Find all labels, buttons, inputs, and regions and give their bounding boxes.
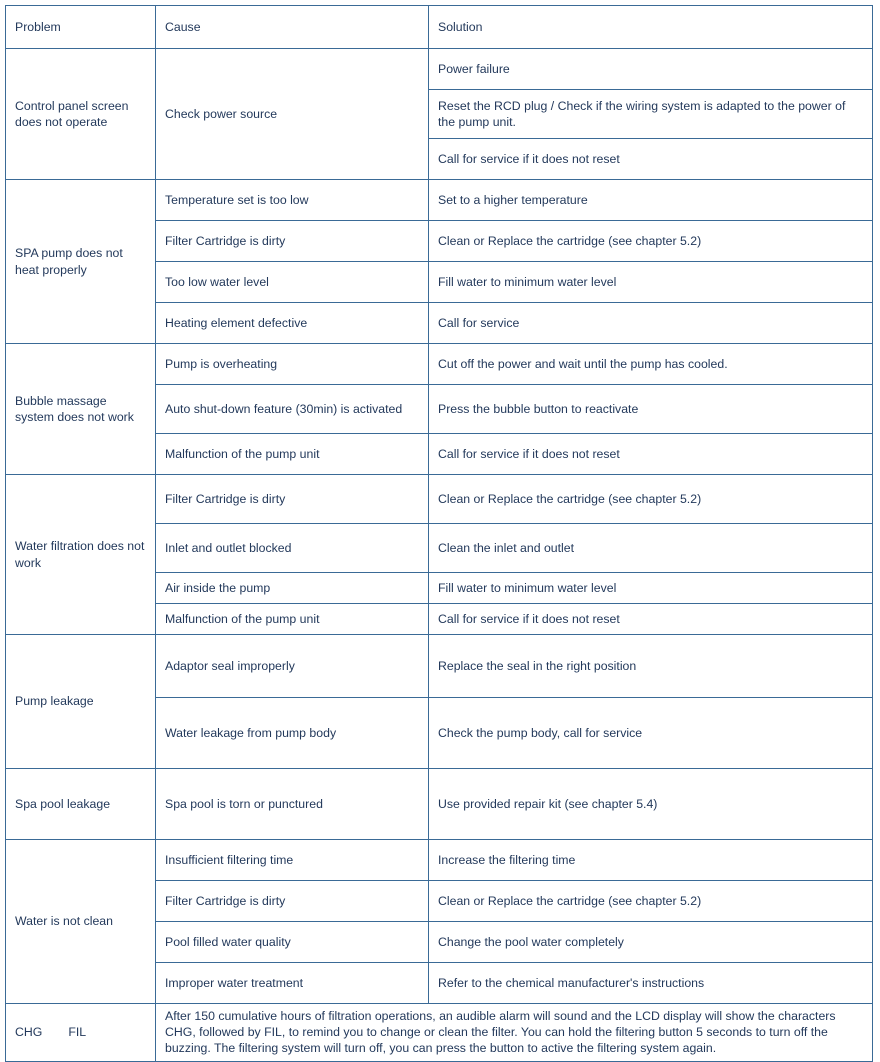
cause-cell: Malfunction of the pump unit xyxy=(156,604,429,635)
solution-cell: Call for service if it does not reset xyxy=(429,139,873,180)
cause-cell: Too low water level xyxy=(156,262,429,303)
solution-cell: Call for service xyxy=(429,303,873,344)
solution-cell: Press the bubble button to reactivate xyxy=(429,385,873,434)
cause-cell: Pool filled water quality xyxy=(156,922,429,963)
problem-cell-bubble-massage: Bubble massage system does not work xyxy=(6,344,156,475)
cause-cell: Water leakage from pump body xyxy=(156,698,429,769)
cause-cell: Air inside the pump xyxy=(156,573,429,604)
table-row xyxy=(6,475,873,524)
problem-cell-pump-leakage: Pump leakage xyxy=(6,635,156,769)
solution-cell: Clean or Replace the cartridge (see chapter 5.2) xyxy=(429,881,873,922)
problem-cell-control-panel: Control panel screen does not operate xyxy=(6,49,156,180)
column-header-problem: Problem xyxy=(6,6,156,49)
table-row xyxy=(6,344,873,385)
solution-cell: Check the pump body, call for service xyxy=(429,698,873,769)
column-header-cause: Cause xyxy=(156,6,429,49)
solution-cell: Increase the filtering time xyxy=(429,840,873,881)
note-text-cell: After 150 cumulative hours of filtration operations, an audible alarm will sound and the LCD display will show the characters CHG, followed by FIL, to remind you to change or clean the filter. You can hold the filtering button 5 seconds to turn off the buzzing. The filtering system will turn off, you can press the button to active the filtering system again. xyxy=(156,1004,873,1062)
table-header-row xyxy=(6,6,873,49)
cause-cell: Improper water treatment xyxy=(156,963,429,1004)
problem-cell-water-not-clean: Water is not clean xyxy=(6,840,156,1004)
table-row-note xyxy=(6,1004,873,1062)
table-row xyxy=(6,180,873,221)
cause-cell: Insufficient filtering time xyxy=(156,840,429,881)
solution-cell: Refer to the chemical manufacturer's instructions xyxy=(429,963,873,1004)
cause-cell: Malfunction of the pump unit xyxy=(156,434,429,475)
solution-cell: Change the pool water completely xyxy=(429,922,873,963)
solution-cell: Replace the seal in the right position xyxy=(429,635,873,698)
cause-cell: Filter Cartridge is dirty xyxy=(156,881,429,922)
cause-cell: Spa pool is torn or punctured xyxy=(156,769,429,840)
solution-cell: Power failure xyxy=(429,49,873,90)
cause-cell: Pump is overheating xyxy=(156,344,429,385)
solution-cell: Use provided repair kit (see chapter 5.4) xyxy=(429,769,873,840)
table-row xyxy=(6,49,873,90)
cause-cell: Inlet and outlet blocked xyxy=(156,524,429,573)
note-label-chg: CHG xyxy=(15,1025,43,1040)
cause-cell: Adaptor seal improperly xyxy=(156,635,429,698)
cause-cell: Filter Cartridge is dirty xyxy=(156,221,429,262)
problem-cell-spa-pump-heat: SPA pump does not heat properly xyxy=(6,180,156,344)
cause-cell: Filter Cartridge is dirty xyxy=(156,475,429,524)
solution-cell: Clean or Replace the cartridge (see chapter 5.2) xyxy=(429,475,873,524)
problem-cell-water-filtration: Water filtration does not work xyxy=(6,475,156,635)
cause-cell: Temperature set is too low xyxy=(156,180,429,221)
table-row xyxy=(6,769,873,840)
solution-cell: Cut off the power and wait until the pump has cooled. xyxy=(429,344,873,385)
solution-cell: Call for service if it does not reset xyxy=(429,434,873,475)
solution-cell: Set to a higher temperature xyxy=(429,180,873,221)
table-row xyxy=(6,840,873,881)
cause-cell: Heating element defective xyxy=(156,303,429,344)
solution-cell: Call for service if it does not reset xyxy=(429,604,873,635)
troubleshooting-table xyxy=(5,5,873,1062)
solution-cell: Reset the RCD plug / Check if the wiring system is adapted to the power of the pump unit. xyxy=(429,90,873,139)
solution-cell: Fill water to minimum water level xyxy=(429,573,873,604)
note-label-cell xyxy=(6,1004,156,1062)
table-row xyxy=(6,635,873,698)
problem-cell-spa-pool-leakage: Spa pool leakage xyxy=(6,769,156,840)
cause-cell: Check power source xyxy=(156,49,429,180)
solution-cell: Fill water to minimum water level xyxy=(429,262,873,303)
cause-cell: Auto shut-down feature (30min) is activated xyxy=(156,385,429,434)
column-header-solution: Solution xyxy=(429,6,873,49)
note-label-fil: FIL xyxy=(68,1025,87,1040)
solution-cell: Clean or Replace the cartridge (see chapter 5.2) xyxy=(429,221,873,262)
solution-cell: Clean the inlet and outlet xyxy=(429,524,873,573)
